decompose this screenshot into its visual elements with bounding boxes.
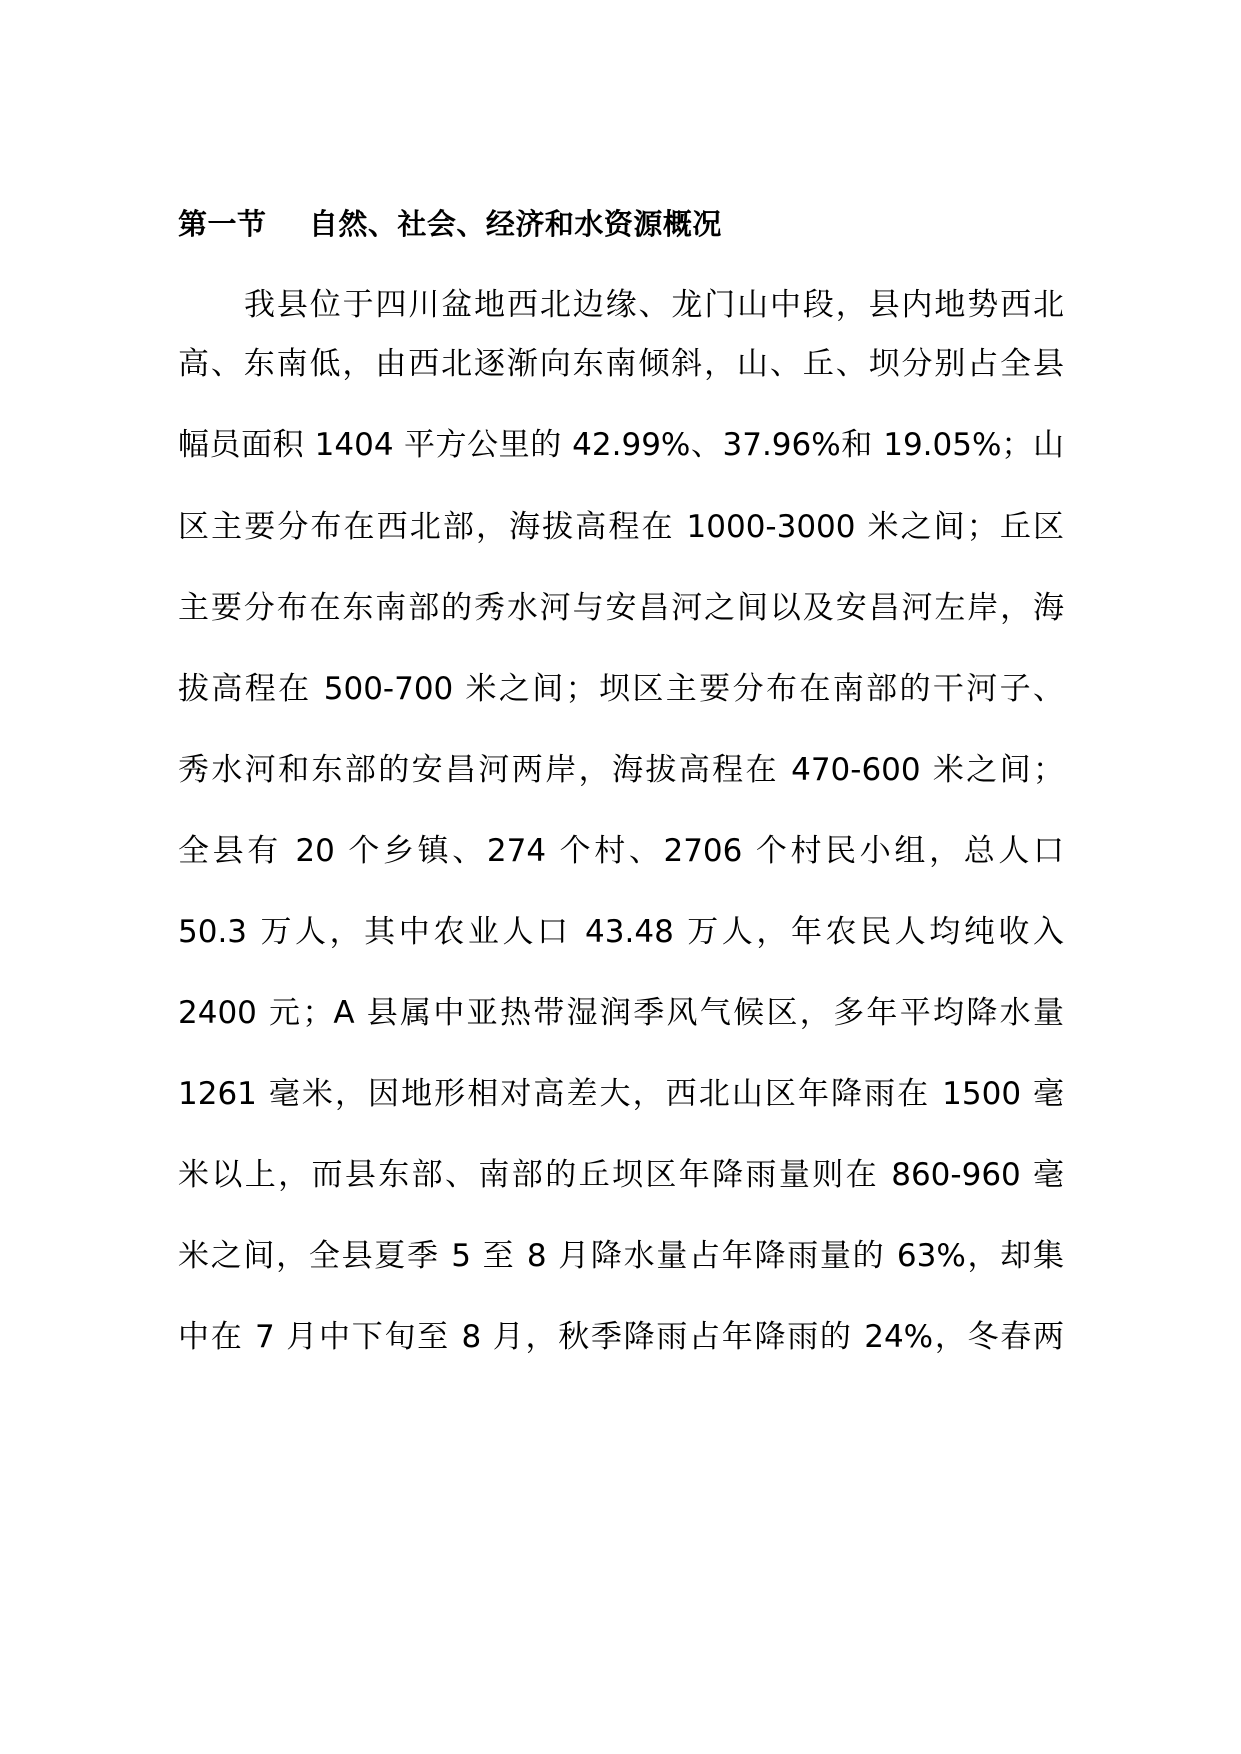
paragraph-line: 拔高程在 500-700 米之间；坝区主要分布在南部的干河子、 <box>178 671 1064 707</box>
paragraph-line: 秀水河和东部的安昌河两岸，海拔高程在 470-600 米之间； <box>178 752 1064 788</box>
paragraph-line: 50.3 万人，其中农业人口 43.48 万人，年农民人均纯收入 <box>178 914 1064 950</box>
paragraph-line: 主要分布在东南部的秀水河与安昌河之间以及安昌河左岸，海 <box>178 590 1064 626</box>
paragraph-line: 中在 7 月中下旬至 8 月，秋季降雨占年降雨的 24%，冬春两 <box>178 1319 1064 1355</box>
paragraph-line: 我县位于四川盆地西北边缘、龙门山中段，县内地势西北 <box>244 287 1064 323</box>
paragraph-line: 高、东南低，由西北逐渐向东南倾斜，山、丘、坝分别占全县 <box>178 346 1064 382</box>
paragraph-line: 1261 毫米，因地形相对高差大，西北山区年降雨在 1500 毫 <box>178 1076 1064 1112</box>
section-heading: 第一节 自然、社会、经济和水资源概况 <box>178 207 722 241</box>
paragraph-line: 幅员面积 1404 平方公里的 42.99%、37.96%和 19.05%；山 <box>178 427 1064 463</box>
paragraph-line: 区主要分布在西北部，海拔高程在 1000-3000 米之间；丘区 <box>178 509 1064 545</box>
paragraph-line: 全县有 20 个乡镇、274 个村、2706 个村民小组，总人口 <box>178 833 1064 869</box>
paragraph-line: 米之间，全县夏季 5 至 8 月降水量占年降雨量的 63%，却集 <box>178 1238 1064 1274</box>
paragraph-line: 2400 元；A 县属中亚热带湿润季风气候区，多年平均降水量 <box>178 995 1064 1031</box>
paragraph-line: 米以上，而县东部、南部的丘坝区年降雨量则在 860-960 毫 <box>178 1157 1064 1193</box>
